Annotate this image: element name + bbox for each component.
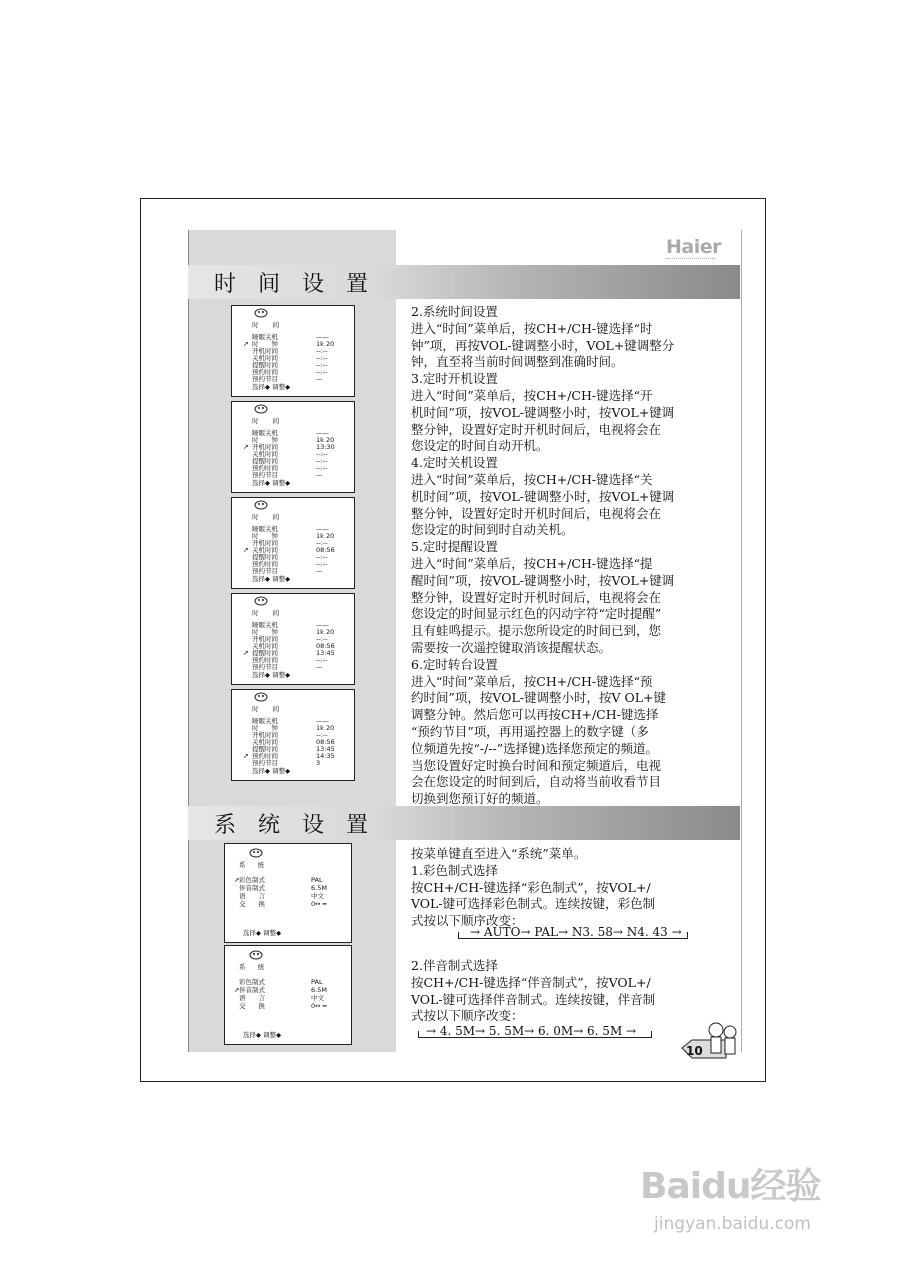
text-line: 且有蛙鸣提示。提示您所设定的时间已到，您 xyxy=(411,623,662,639)
menu-row-value: 08:56 xyxy=(316,738,335,746)
menu-row-value: —— xyxy=(316,429,329,437)
menu-row-label: 伴音制式 xyxy=(239,884,265,892)
page-number-mascot xyxy=(680,1022,740,1062)
menu-row-label: 开机时间 xyxy=(252,539,278,547)
menu-row-value: 08:56 xyxy=(316,642,335,650)
menu-row-label: 关机时间 xyxy=(252,546,278,554)
text-line: 按CH+/CH-键选择“伴音制式”，按VOL+/ xyxy=(411,974,651,990)
menu-rows xyxy=(252,430,348,479)
menu-row-label: 交 换 xyxy=(239,900,265,908)
text-line: VOL-键可选择彩色制式。连续按键，彩色制 xyxy=(411,896,656,912)
text-line: 您设定的时间到时自动关机。 xyxy=(411,522,574,538)
menu-rows xyxy=(252,526,348,575)
menu-rows xyxy=(252,718,348,767)
text-line: 1.彩色制式选择 xyxy=(411,862,498,878)
text-line: 按菜单键直至进入“系统”菜单。 xyxy=(411,846,587,861)
menu-row-label: 预约节目 xyxy=(252,375,278,383)
text-line: 整分钟，设置好定时开机时间后，电视将会在 xyxy=(411,505,662,521)
text-line: 进入“时间”菜单后，按CH+/CH-键选择“开 xyxy=(411,387,653,403)
menu-row-label: 提醒时间 xyxy=(252,361,278,369)
menu-row-value: --:-- xyxy=(316,560,328,568)
text-line: 切换到您预订好的频道。 xyxy=(411,791,549,807)
menu-row-value: —— xyxy=(316,333,329,341)
menu-row-value: --:-- xyxy=(316,450,328,458)
menu-row-value: — xyxy=(316,567,323,575)
menu-row-label: 语 言 xyxy=(239,994,265,1002)
menu-row-label: 开机时间 xyxy=(252,731,278,739)
text-line: “预约节目”项，再用遥控器上的数字键（多 xyxy=(411,723,649,739)
menu-header: 时 间 xyxy=(252,513,286,521)
menu-row-label: 开机时间 xyxy=(252,635,278,643)
menu-row-value: —— xyxy=(316,621,329,629)
menu-rows xyxy=(239,877,347,909)
cursor-arrow-icon: ➚ xyxy=(234,876,240,884)
menu-row-value: — xyxy=(316,663,323,671)
text-line: 进入“时间”菜单后，按CH+/CH-键选择“关 xyxy=(411,471,653,487)
cursor-arrow-icon: ➚ xyxy=(243,752,249,760)
menu-icon xyxy=(254,596,268,606)
text-line: 按CH+/CH-键选择“彩色制式”，按VOL+/ xyxy=(411,879,651,895)
menu-row-label: 开机时间 xyxy=(252,347,278,355)
text-line: VOL-键可选择伴音制式。连续按键，伴音制 xyxy=(411,991,656,1007)
menu-row-value: 13:45 xyxy=(316,745,335,753)
section-bar-system xyxy=(188,806,740,840)
menu-row xyxy=(252,664,348,671)
menu-row xyxy=(252,472,348,479)
section-title-time: 时间设置 xyxy=(214,272,391,297)
menu-row-value: PAL xyxy=(311,876,323,884)
color-sequence-text: AUTO→ PAL→ N3. 58→ N4. 43 xyxy=(483,925,668,939)
tv-time-menu-screen xyxy=(231,593,355,685)
watermark-url: jingyan.baidu.com xyxy=(654,1214,811,1234)
logo-underline xyxy=(667,258,715,262)
menu-row-value: --:-- xyxy=(316,347,328,355)
menu-row-value: 1k 20 xyxy=(316,532,335,540)
cursor-arrow-icon: ➚ xyxy=(243,443,249,451)
menu-row-value: 08:56 xyxy=(316,546,335,554)
menu-icon xyxy=(249,848,263,858)
menu-row-value: 14:35 xyxy=(316,752,335,760)
color-sequence-loop xyxy=(458,932,688,939)
menu-icon xyxy=(254,692,268,702)
menu-rows xyxy=(252,334,348,383)
menu-row-value: 中文 xyxy=(311,994,324,1002)
text-line: 进入“时间”菜单后，按CH+/CH-键选择“时 xyxy=(411,320,653,336)
text-line: 醒时间”项，按VOL-键调整小时，按VOL+键调 xyxy=(411,572,675,588)
text-line: 调整分钟。然后您可以再按CH+/CH-键选择 xyxy=(411,707,659,723)
menu-row-value: --:-- xyxy=(316,368,328,376)
section-title-system: 系统设置 xyxy=(214,813,391,838)
text-line: 当您设置好定时换台时间和预定频道后，电视 xyxy=(411,757,662,773)
text-line: 您设定的时间自动开机。 xyxy=(411,438,549,454)
menu-row-value: 中文 xyxy=(311,892,324,900)
menu-row-label: 预约节目 xyxy=(252,471,278,479)
time-instructions xyxy=(411,304,731,808)
menu-row-label: 时 钟 xyxy=(252,340,278,348)
menu-row-value: 1k 20 xyxy=(316,436,335,444)
cursor-arrow-icon: ➚ xyxy=(243,649,249,657)
text-line: 进入“时间”菜单后，按CH+/CH-键选择“提 xyxy=(411,555,653,571)
tv-system-menu-screen xyxy=(224,945,352,1045)
menu-row-label: 预约时间 xyxy=(252,464,278,472)
menu-footer: 选择◆ 调整◆ xyxy=(252,575,291,583)
menu-row-label: 提醒时间 xyxy=(252,553,278,561)
menu-row-label: 预约节目 xyxy=(252,567,278,575)
menu-row-value: — xyxy=(316,471,323,479)
system-instructions-sound xyxy=(411,958,731,1025)
menu-row-label: 关机时间 xyxy=(252,738,278,746)
menu-row-label: 彩色制式 xyxy=(239,876,265,884)
menu-row xyxy=(239,901,347,909)
menu-icon xyxy=(254,500,268,510)
menu-row-label: 时 钟 xyxy=(252,532,278,540)
menu-row-value: 1k 20 xyxy=(316,724,335,732)
menu-row-label: 开机时间 xyxy=(252,443,278,451)
menu-row-value: --:-- xyxy=(316,539,328,547)
menu-row-value: 1k 20 xyxy=(316,340,335,348)
menu-header: 系 统 xyxy=(239,861,270,869)
menu-footer: 选择◆ 调整◆ xyxy=(252,479,291,487)
menu-row-label: 睡眠关机 xyxy=(252,717,278,725)
menu-row-value: 0↔ ━ xyxy=(311,1002,327,1010)
menu-row-label: 提醒时间 xyxy=(252,649,278,657)
menu-row-label: 睡眠关机 xyxy=(252,525,278,533)
menu-row-label: 睡眠关机 xyxy=(252,333,278,341)
menu-row-label: 时 钟 xyxy=(252,724,278,732)
menu-row-value: 3 xyxy=(316,759,321,767)
haier-logo: Haier xyxy=(666,236,721,258)
text-line: 位频道先按“-/--”选择键)选择您预定的频道。 xyxy=(411,740,659,756)
menu-footer: 选择◆ 调整◆ xyxy=(252,383,291,391)
sound-sequence: → 4. 5M→ 5. 5M→ 6. 0M→ 6. 5M → xyxy=(426,1024,637,1038)
text-line: 您设定的时间显示红色的闪动字符“定时提醒” xyxy=(411,606,662,622)
page-number: 10 xyxy=(686,1044,703,1058)
menu-row-value: --:-- xyxy=(316,656,328,664)
menu-row-label: 关机时间 xyxy=(252,450,278,458)
menu-row-value: 6.5M xyxy=(311,884,327,892)
menu-row-value: --:-- xyxy=(316,354,328,362)
text-line: 整分钟，设置好定时开机时间后，电视将会在 xyxy=(411,589,662,605)
menu-row-label: 预约时间 xyxy=(252,752,278,760)
menu-icon xyxy=(254,308,268,318)
menu-row-value: 1k 20 xyxy=(316,628,335,636)
sound-sequence-loop xyxy=(418,1031,652,1038)
tv-time-menu-screen xyxy=(231,401,355,493)
menu-row-value: --:-- xyxy=(316,553,328,561)
text-line: 整分钟，设置好定时开机时间后，电视将会在 xyxy=(411,421,662,437)
menu-row-value: 13:45 xyxy=(316,649,335,657)
cursor-arrow-icon: ➚ xyxy=(234,986,240,994)
menu-row-label: 时 钟 xyxy=(252,436,278,444)
text-line: 5.定时提醒设置 xyxy=(411,539,498,555)
menu-row xyxy=(252,760,348,767)
menu-row-value: —— xyxy=(316,717,329,725)
menu-rows xyxy=(239,979,347,1011)
menu-footer: 选择◆ 调整◆ xyxy=(243,929,282,937)
menu-row-label: 伴音制式 xyxy=(239,986,265,994)
menu-icon xyxy=(254,404,268,414)
text-line: 2.系统时间设置 xyxy=(411,304,498,319)
menu-row xyxy=(252,376,348,383)
menu-header: 时 间 xyxy=(252,417,286,425)
menu-row-label: 预约时间 xyxy=(252,368,278,376)
menu-row-label: 预约节目 xyxy=(252,759,278,767)
menu-row-value: —— xyxy=(316,525,329,533)
menu-row-label: 预约时间 xyxy=(252,656,278,664)
menu-footer: 选择◆ 调整◆ xyxy=(243,1031,282,1039)
menu-footer: 选择◆ 调整◆ xyxy=(252,767,291,775)
menu-rows xyxy=(252,622,348,671)
menu-row-value: 0↔ ━ xyxy=(311,900,327,908)
menu-row-label: 彩色制式 xyxy=(239,978,265,986)
menu-footer: 选择◆ 调整◆ xyxy=(252,671,291,679)
text-line: 钟，直至将当前时间调整到准确时间。 xyxy=(411,354,624,370)
text-line: 进入“时间”菜单后，按CH+/CH-键选择“预 xyxy=(411,673,653,689)
menu-row-label: 预约时间 xyxy=(252,560,278,568)
menu-header: 时 间 xyxy=(252,321,286,329)
text-line: 机时间”项，按VOL-键调整小时，按VOL+键调 xyxy=(411,488,675,504)
text-line: 会在您设定的时间到后，自动将当前收看节目 xyxy=(411,774,662,790)
menu-row-label: 睡眠关机 xyxy=(252,621,278,629)
watermark-brand: Baidu经验 xyxy=(640,1166,821,1207)
menu-row-value: --:-- xyxy=(316,731,328,739)
system-instructions-color xyxy=(411,846,731,930)
menu-header: 系 统 xyxy=(239,963,270,971)
menu-header: 时 间 xyxy=(252,609,286,617)
tv-system-menu-screen xyxy=(224,843,352,943)
menu-icon xyxy=(249,950,263,960)
menu-row-value: 6.5M xyxy=(311,986,327,994)
cursor-arrow-icon: ➚ xyxy=(243,340,249,348)
text-line: 约时间”项，按VOL-键调整小时，按V OL+键 xyxy=(411,690,666,706)
text-line: 3.定时开机设置 xyxy=(411,371,498,387)
menu-row-value: --:-- xyxy=(316,635,328,643)
text-line: 2.伴音制式选择 xyxy=(411,958,498,973)
menu-row-label: 关机时间 xyxy=(252,642,278,650)
text-line: 6.定时转台设置 xyxy=(411,656,498,672)
tv-time-menu-screen xyxy=(231,689,355,781)
text-line: 钟”项，再按VOL-键调整小时，VOL+键调整分 xyxy=(411,337,675,353)
baidu-watermark xyxy=(640,1158,821,1234)
menu-row xyxy=(239,1003,347,1011)
section-bar-time xyxy=(188,265,740,299)
menu-row-label: 语 言 xyxy=(239,892,265,900)
menu-row-label: 提醒时间 xyxy=(252,745,278,753)
menu-row-value: 13:30 xyxy=(316,443,335,451)
menu-row-label: 时 钟 xyxy=(252,628,278,636)
menu-row-label: 睡眠关机 xyxy=(252,429,278,437)
menu-row xyxy=(252,568,348,575)
menu-row-value: PAL xyxy=(311,978,323,986)
sound-sequence-text: 4. 5M→ 5. 5M→ 6. 0M→ 6. 5M xyxy=(439,1024,623,1038)
text-line: 式按以下顺序改变： xyxy=(411,913,524,929)
cursor-arrow-icon: ➚ xyxy=(243,546,249,554)
tv-time-menu-screen xyxy=(231,305,355,397)
menu-row-label: 预约节目 xyxy=(252,663,278,671)
menu-row-value: --:-- xyxy=(316,361,328,369)
text-line: 机时间”项，按VOL-键调整小时，按VOL+键调 xyxy=(411,404,675,420)
text-line: 式按以下顺序改变： xyxy=(411,1008,524,1024)
menu-row-label: 提醒时间 xyxy=(252,457,278,465)
text-line: 4.定时关机设置 xyxy=(411,455,498,471)
menu-row-label: 关机时间 xyxy=(252,354,278,362)
tv-time-menu-screen xyxy=(231,497,355,589)
menu-row-label: 交 换 xyxy=(239,1002,265,1010)
menu-row-value: --:-- xyxy=(316,457,328,465)
color-sequence: → AUTO→ PAL→ N3. 58→ N4. 43 → xyxy=(470,925,682,939)
menu-row-value: --:-- xyxy=(316,464,328,472)
text-line: 需要按一次遥控键取消该提醒状态。 xyxy=(411,639,612,655)
menu-header: 时 间 xyxy=(252,705,286,713)
menu-row-value: — xyxy=(316,375,323,383)
